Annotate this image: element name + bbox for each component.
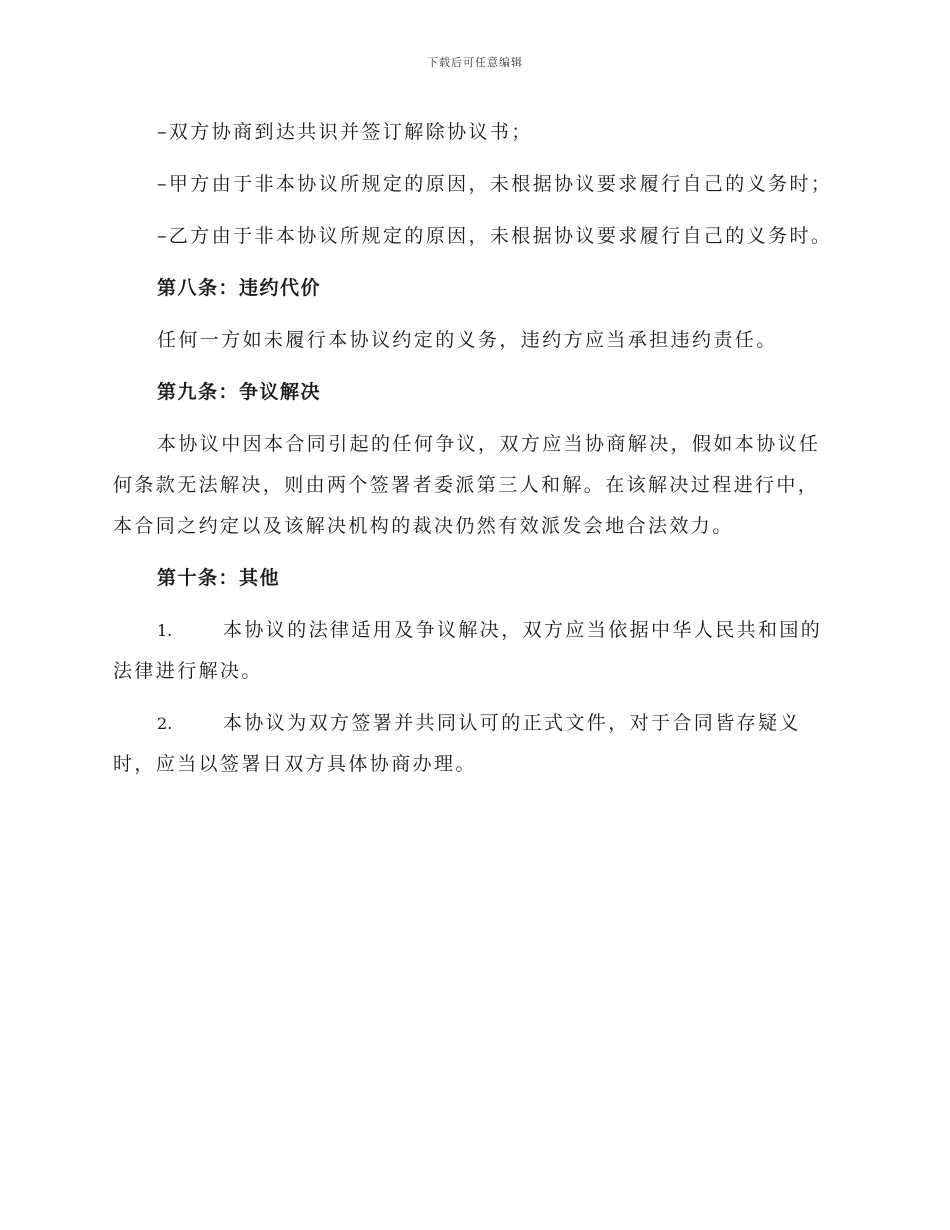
article-9-body: 本协议中因本合同引起的任何争议，双方应当协商解决，假如本协议任何条款无法解决，则由两个签署者委派第三人和解。在该解决过程进行中，本合同之约定以及该解决机构的裁决仍然有效派发会地合法效力。 — [113, 433, 821, 537]
article-10-item-1 — [113, 610, 835, 692]
article-9-title: 第九条：争议解决 — [157, 381, 322, 403]
list-item-text: 本协议的法律适用及争议解决，双方应当依据中华人民共和国的法律进行解决。 — [113, 619, 823, 682]
article-8-body: 任何一方如未履行本协议约定的义务，违约方应当承担违约责任。 — [157, 329, 778, 351]
page-header: 下载后可任意编辑 — [427, 56, 523, 69]
list-number: 2. — [157, 714, 173, 733]
clause-item-2: –甲方由于非本协议所规定的原因，未根据协议要求履行自己的义务时； — [157, 173, 833, 195]
clause-item-1: –双方协商到达共识并签订解除协议书； — [157, 121, 533, 143]
clause-item-3: –乙方由于非本协议所规定的原因，未根据协议要求履行自己的义务时。 — [157, 225, 833, 247]
document-body — [113, 112, 835, 796]
article-10-title: 第十条：其他 — [157, 567, 281, 589]
article-10-item-2 — [113, 703, 835, 785]
list-item-text: 本协议为双方签署并共同认可的正式文件，对于合同皆存疑义时，应当以签署日双方具体协商办理。 — [113, 712, 801, 775]
article-8-title: 第八条：违约代价 — [157, 277, 322, 299]
list-number: 1. — [157, 621, 173, 640]
